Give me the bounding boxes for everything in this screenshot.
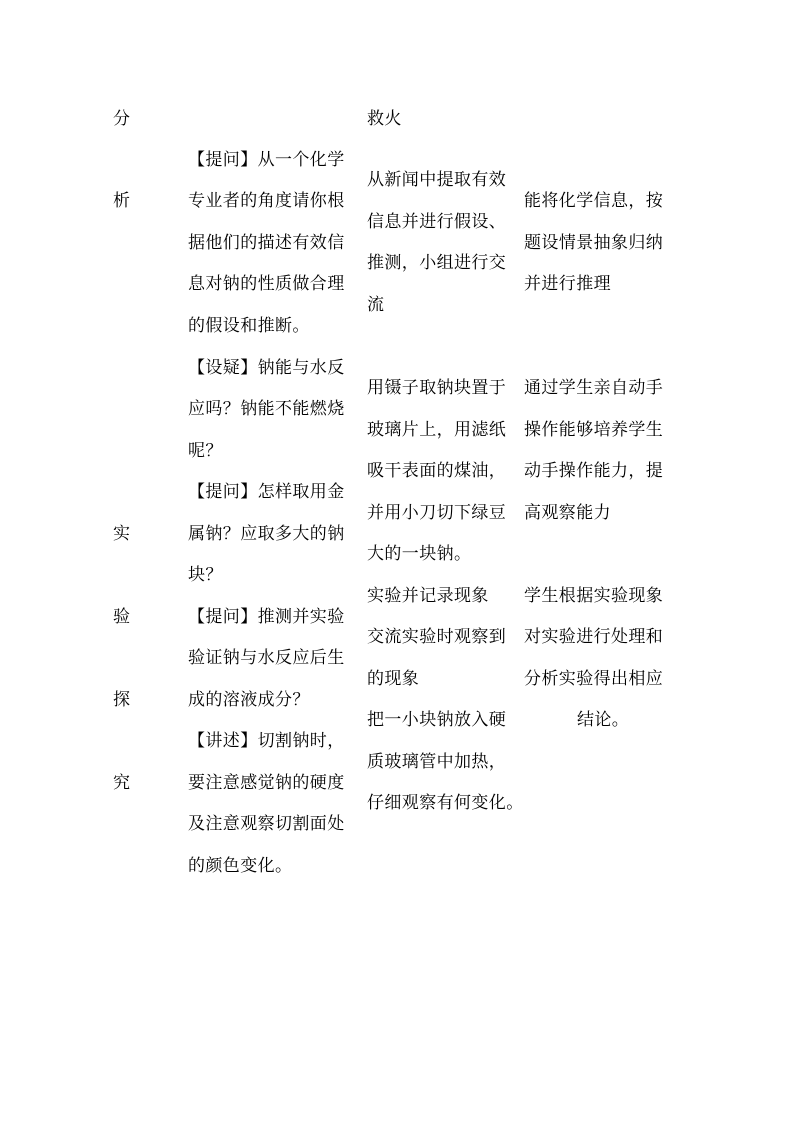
student-line: 交流实验时观察到: [367, 627, 507, 647]
intent-line: 能将化学信息，按: [524, 191, 664, 211]
intent-line: 对实验进行处理和: [524, 627, 664, 647]
stage-char: 分: [113, 109, 131, 129]
stage-char: 析: [113, 191, 131, 211]
teacher-line: 专业者的角度请你根: [188, 191, 345, 211]
stage-char: 探: [113, 690, 131, 710]
student-line: 从新闻中提取有效: [367, 170, 507, 190]
student-line: 大的一块钠。: [367, 544, 472, 564]
teacher-line: 呢？: [188, 441, 223, 461]
teacher-line: 【设疑】钠能与水反: [188, 358, 345, 378]
student-line: 玻璃片上，用滤纸: [367, 420, 507, 440]
teacher-line: 【提问】怎样取用金: [188, 482, 345, 502]
teacher-line: 属钠？应取多大的钠: [188, 524, 345, 544]
teacher-line: 成的溶液成分？: [188, 690, 310, 710]
intent-line: 分析实验得出相应: [524, 669, 664, 689]
student-line: 吸干表面的煤油，: [367, 461, 507, 481]
teacher-line: 应吗？钠能不能燃烧: [188, 399, 345, 419]
teacher-line: 据他们的描述有效信: [188, 233, 345, 253]
student-line: 仔细观察有何变化。: [367, 793, 524, 813]
stage-char: 实: [113, 524, 131, 544]
intent-line: 操作能够培养学生: [524, 420, 664, 440]
teacher-line: 的假设和推断。: [188, 316, 310, 336]
intent-line: 通过学生亲自动手: [524, 378, 664, 398]
intent-line: 高观察能力: [524, 503, 611, 523]
teacher-line: 验证钠与水反应后生: [188, 648, 345, 668]
student-line: 实验并记录现象: [367, 586, 489, 606]
intent-line: 题设情景抽象归纳: [524, 233, 664, 253]
teacher-line: 块？: [188, 565, 223, 585]
student-line: 质玻璃管中加热，: [367, 752, 507, 772]
student-line: 用镊子取钠块置于: [367, 378, 507, 398]
intent-line: 结论。: [577, 710, 630, 730]
stage-char: 究: [113, 773, 131, 793]
student-line: 推测，小组进行交: [367, 253, 507, 273]
student-line: 流: [367, 295, 385, 315]
teacher-line: 及注意观察切割面处: [188, 814, 345, 834]
teacher-line: 【讲述】切割钠时，: [188, 731, 345, 751]
student-line: 救火: [367, 109, 402, 129]
student-line: 把一小块钠放入硬: [367, 710, 507, 730]
intent-line: 学生根据实验现象: [524, 586, 664, 606]
teacher-line: 息对钠的性质做合理: [188, 274, 345, 294]
teacher-line: 要注意感觉钠的硬度: [188, 773, 345, 793]
student-line: 的现象: [367, 669, 420, 689]
student-line: 并用小刀切下绿豆: [367, 503, 507, 523]
intent-line: 并进行推理: [524, 274, 611, 294]
teacher-line: 的颜色变化。: [188, 856, 293, 876]
teacher-line: 【提问】推测并实验: [188, 607, 345, 627]
stage-char: 验: [113, 607, 131, 627]
teacher-line: 【提问】从一个化学: [188, 150, 345, 170]
student-line: 信息并进行假设、: [367, 212, 507, 232]
intent-line: 动手操作能力，提: [524, 461, 664, 481]
